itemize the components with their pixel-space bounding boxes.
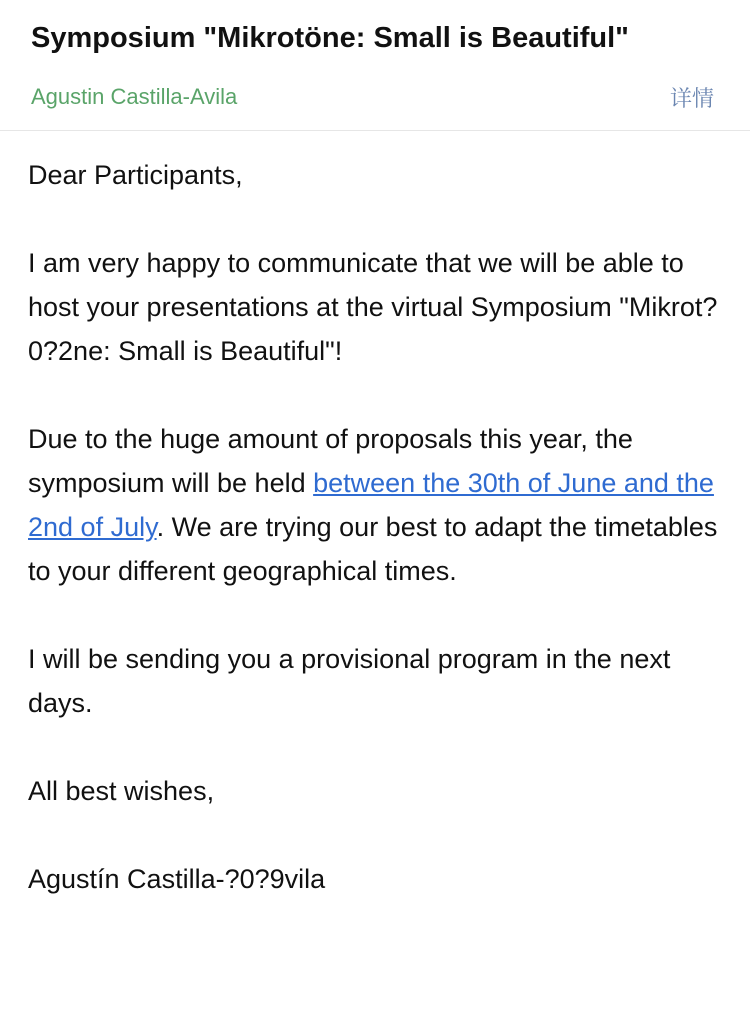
paragraph-2 — [28, 417, 733, 593]
paragraph-1: I am very happy to communicate that we will be able to host your presentations at the virtual Symposium "Mikrot?0?2ne: Small is Beautiful"! — [28, 248, 718, 366]
sender-name[interactable]: Agustin Castilla-Avila — [31, 84, 238, 109]
signature: Agustín Castilla-?0?9vila — [28, 864, 326, 894]
paragraph-2-text-start: Due to the huge amount of proposals this year, the symposium will be held — [28, 424, 633, 498]
details-link[interactable]: 详情 — [669, 86, 714, 111]
email-subject: Symposium "Mikrotöne: Small is Beautiful" — [31, 22, 629, 54]
closing: All best wishes, — [28, 776, 215, 806]
paragraph-3: I will be sending you a provisional program in the next days. — [28, 644, 671, 718]
date-range-link[interactable]: between the 30th of June and the 2nd of July — [28, 468, 714, 542]
paragraph-2-text-end: . We are trying our best to adapt the timetables to your different geographical times. — [28, 512, 718, 586]
email-header — [0, 0, 750, 131]
email-body — [28, 153, 733, 945]
greeting: Dear Participants, — [28, 160, 243, 190]
